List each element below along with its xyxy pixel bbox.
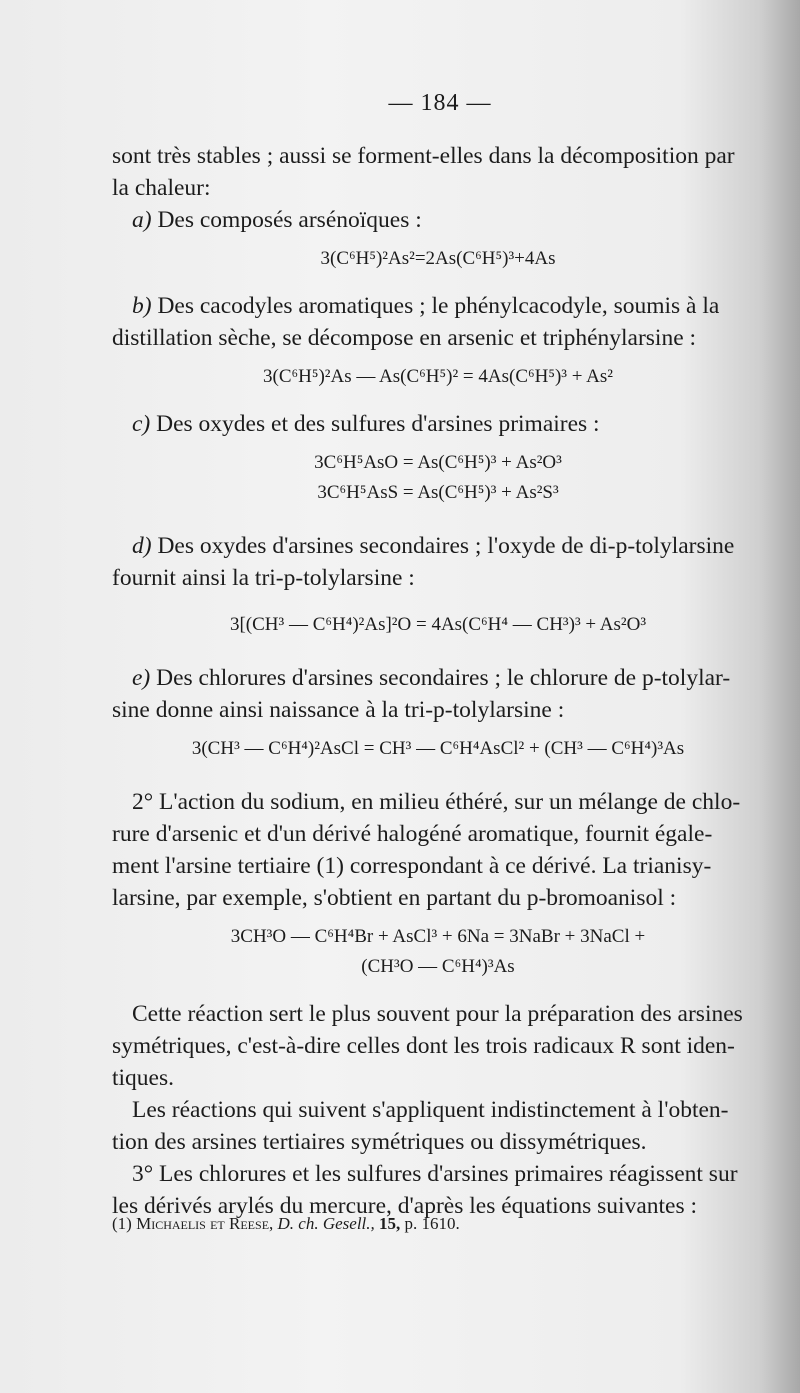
text-line: 2° L'action du sodium, en milieu éthéré, sur un mélange de chlo- [132,789,741,815]
footnote-journal: D. ch. Gesell., [277,1214,375,1233]
item-label: c) [132,411,151,437]
item-e [112,662,764,694]
equation-sodium-2: (CH³O — C⁶H⁴)³As [361,956,515,977]
text-line: tiques. [112,1065,175,1091]
text-line: symétriques, c'est-à-dire celles dont les trois radicaux R sont iden- [112,1033,735,1059]
item-text: Des composés arsénoïques : [157,207,422,233]
text-line: sont très stables ; aussi se forment-elles dans la décomposition par [112,143,735,169]
page-body [112,140,764,1222]
text-line: Cette réaction sert le plus souvent pour la préparation des arsines [132,1001,743,1027]
equation-a: 3(C⁶H⁵)²As²=2As(C⁶H⁵)³+4As [320,248,556,269]
text-line: la chaleur: [112,175,211,201]
equation-b: 3(C⁶H⁵)²As — As(C⁶H⁵)² = 4As(C⁶H⁵)³ + As² [263,366,613,387]
item-label: a) [132,207,152,233]
item-label: b) [132,293,152,319]
text-line: 3° Les chlorures et les sulfures d'arsines primaires réagissent sur [132,1161,738,1187]
text-line: Les réactions qui suivent s'appliquent indistinctement à l'obten- [132,1097,729,1123]
footnote-marker: (1) [112,1214,132,1233]
item-a [112,204,764,236]
text-line: tion des arsines tertiaires symétriques ou dissymétriques. [112,1129,647,1155]
item-text: Des chlorures d'arsines secondaires ; le chlorure de p-tolylar- [156,665,731,691]
text-line: distillation sèche, se décompose en arsenic et triphénylarsine : [112,325,697,351]
footnote-page: p. 1610. [404,1214,460,1233]
text-line: rure d'arsenic et d'un dérivé halogéné aromatique, fournit égale- [112,821,713,847]
page-number: — 184 — [388,90,492,116]
equation-e: 3(CH³ — C⁶H⁴)²AsCl = CH³ — C⁶H⁴AsCl² + (CH³ — C⁶H⁴)³As [191,738,685,759]
item-text: Des oxydes et des sulfures d'arsines primaires : [156,411,600,437]
footnote-authors: Michaelis et Reese, [136,1214,274,1233]
item-label: d) [132,533,152,559]
equation-c2: 3C⁶H⁵AsS = As(C⁶H⁵)³ + As²S³ [317,482,559,503]
item-text: Des cacodyles aromatiques ; le phénylcacodyle, soumis à la [157,293,720,319]
text-line: ment l'arsine tertiaire (1) correspondant à ce dérivé. La trianisy- [112,853,712,879]
equation-sodium-1: 3CH³O — C⁶H⁴Br + AsCl³ + 6Na = 3NaBr + 3NaCl + [230,926,646,947]
footnote [112,1212,764,1236]
item-b [112,290,764,322]
item-d [112,530,764,562]
text-line: sine donne ainsi naissance à la tri-p-tolylarsine : [112,697,565,723]
equation-d: 3[(CH³ — C⁶H⁴)²As]²O = 4As(C⁶H⁴ — CH³)³ + As²O³ [229,614,647,635]
item-text: Des oxydes d'arsines secondaires ; l'oxyde de di-p-tolylarsine [157,533,735,559]
item-c [112,408,764,440]
equation-c1: 3C⁶H⁵AsO = As(C⁶H⁵)³ + As²O³ [314,452,562,473]
text-line: larsine, par exemple, s'obtient en partant du p-bromoanisol : [112,885,677,911]
text-line: fournit ainsi la tri-p-tolylarsine : [112,565,415,591]
item-label: e) [132,665,151,691]
footnote-volume: 15, [379,1214,401,1233]
text-line: les dérivés arylés du mercure, d'après les équations suivantes : [112,1193,698,1219]
